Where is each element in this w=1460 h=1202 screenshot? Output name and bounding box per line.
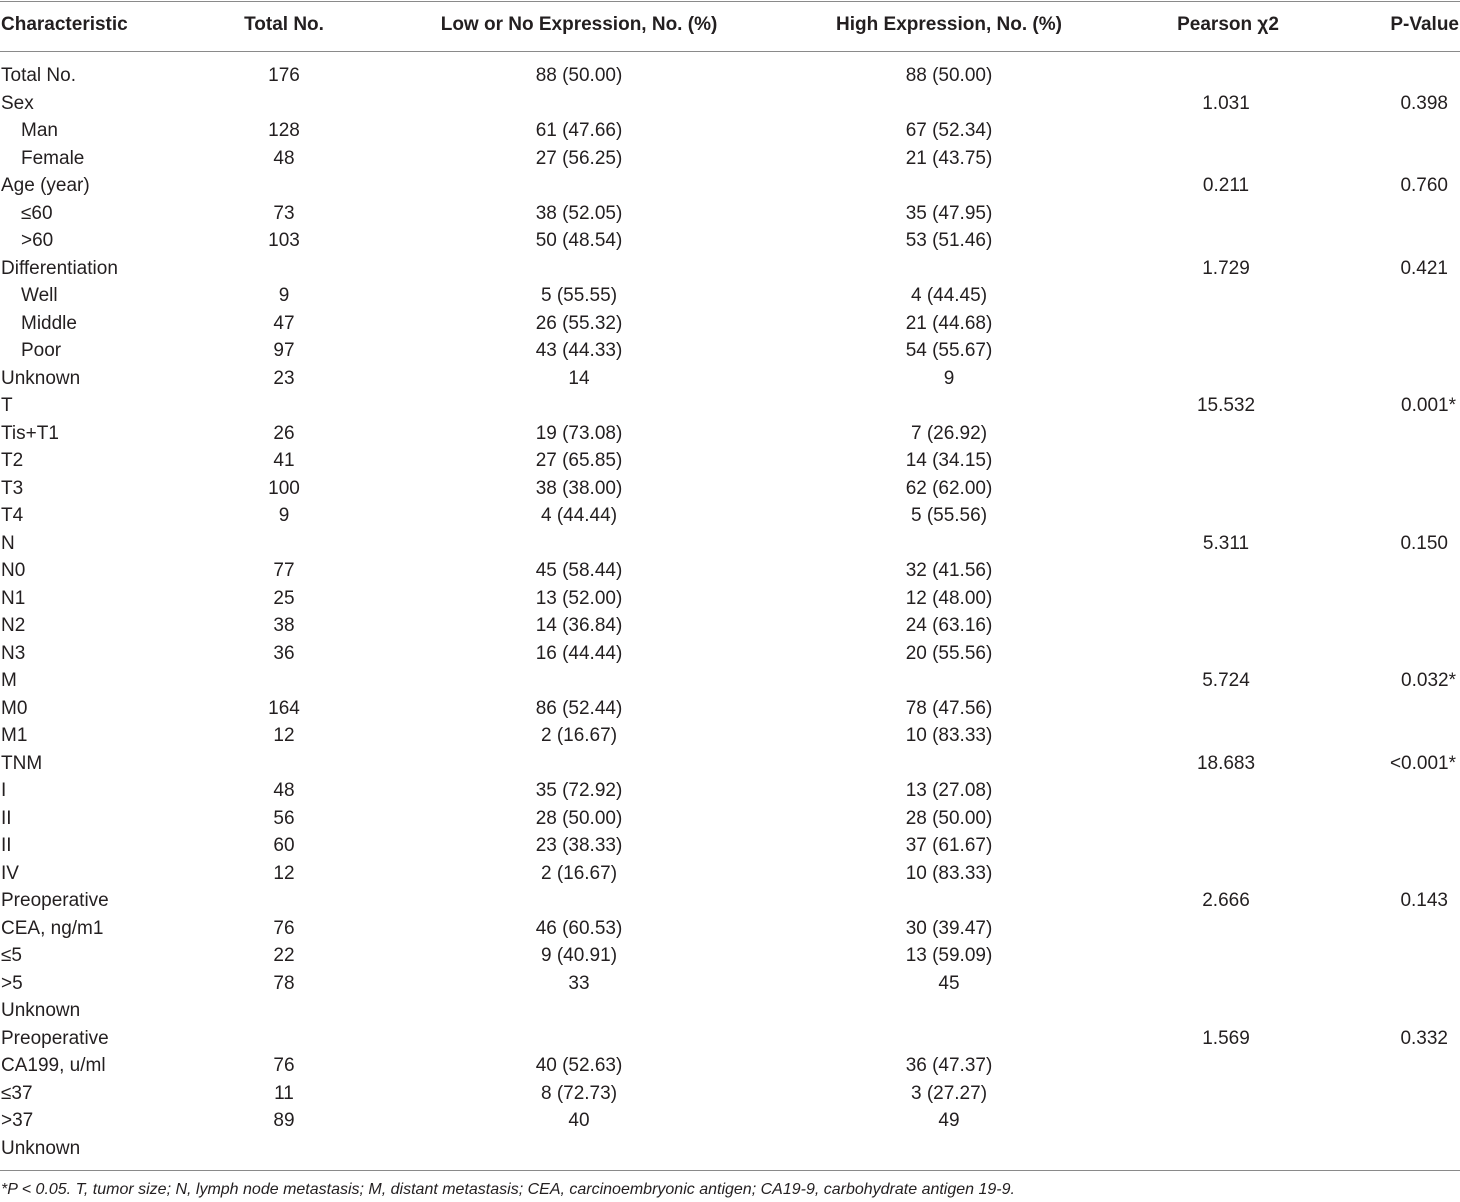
table-row: [0, 1135, 1460, 1163]
table-row: [0, 172, 1460, 200]
cell-characteristic: Tis+T1: [1, 422, 59, 444]
table-row: [0, 970, 1460, 998]
cell-characteristic: Poor: [21, 340, 62, 361]
cell-pearson-chi2: 1.569: [1202, 1027, 1250, 1049]
cell-characteristic: II: [1, 835, 12, 856]
cell-high-expression: 62 (62.00): [905, 477, 993, 499]
cell-total: 100: [268, 477, 300, 499]
cell-characteristic: CA199, u/ml: [1, 1055, 106, 1076]
cell-pearson-chi2: 5.311: [1202, 532, 1250, 554]
cell-total: 56: [273, 807, 295, 829]
table-footnote: *P < 0.05. T, tumor size; N, lymph node metastasis; M, distant metastasis; CEA, carcinoembryonic antigen; CA19-9, carbohydrate antigen 19-9.: [1, 1181, 1015, 1198]
cell-high-expression: 7 (26.92): [910, 422, 988, 444]
cell-characteristic: II: [1, 807, 12, 829]
cell-characteristic: M: [1, 670, 17, 691]
cell-p-value: 0.001*: [1401, 395, 1456, 416]
cell-high-expression: 30 (39.47): [905, 917, 993, 939]
cell-low-expression: 27 (56.25): [535, 147, 623, 169]
cell-high-expression: 21 (43.75): [905, 147, 993, 169]
header-characteristic: Characteristic: [1, 14, 128, 35]
table-row: [0, 585, 1460, 613]
cell-characteristic: T: [1, 395, 13, 416]
cell-total: 36: [273, 642, 295, 664]
cell-low-expression: 14: [568, 367, 590, 389]
cell-high-expression: 9: [943, 367, 955, 389]
table-row: [0, 90, 1460, 118]
header-total: Total No.: [244, 14, 324, 35]
cell-total: 11: [274, 1082, 294, 1104]
cell-total: 164: [268, 697, 300, 719]
table-row: [0, 915, 1460, 943]
cell-high-expression: 21 (44.68): [905, 312, 993, 334]
cell-characteristic: Unknown: [1, 1137, 81, 1159]
table-row: [0, 887, 1460, 915]
table-row: [0, 805, 1460, 833]
cell-low-expression: 40: [568, 1110, 590, 1131]
cell-pearson-chi2: 15.532: [1196, 395, 1256, 416]
table-row: [0, 942, 1460, 970]
cell-total: 76: [273, 1055, 295, 1076]
cell-characteristic: Middle: [21, 312, 77, 334]
cell-characteristic: ≤60: [21, 202, 53, 224]
cell-high-expression: 13 (59.09): [905, 945, 993, 966]
cell-characteristic: T4: [1, 505, 24, 526]
cell-high-expression: 49: [938, 1110, 960, 1131]
cell-low-expression: 2 (16.67): [540, 725, 618, 746]
cell-characteristic: N1: [1, 587, 26, 609]
cell-high-expression: 28 (50.00): [905, 807, 993, 829]
cell-characteristic: >37: [1, 1110, 34, 1131]
header-low-expression: Low or No Expression, No. (%): [440, 14, 718, 35]
cell-total: 22: [273, 945, 295, 966]
cell-low-expression: 38 (38.00): [535, 477, 623, 499]
table-row: [0, 612, 1460, 640]
table-row: [0, 860, 1460, 888]
cell-pearson-chi2: 18.683: [1196, 752, 1256, 774]
table-row: [0, 392, 1460, 420]
cell-characteristic: N2: [1, 615, 26, 636]
cell-high-expression: 36 (47.37): [905, 1055, 993, 1076]
cell-total: 38: [273, 615, 295, 636]
table-row: [0, 1107, 1460, 1135]
cell-p-value: 0.760: [1400, 175, 1448, 196]
cell-total: 89: [273, 1110, 295, 1131]
cell-total: 48: [273, 780, 295, 801]
table-row: [0, 722, 1460, 750]
cell-p-value: 0.032*: [1401, 670, 1456, 691]
table-row: [0, 667, 1460, 695]
cell-p-value: 0.143: [1400, 890, 1448, 911]
cell-characteristic: M0: [1, 697, 28, 719]
cell-total: 128: [268, 120, 300, 141]
table-row: [0, 447, 1460, 475]
cell-characteristic: Unknown: [1, 1000, 81, 1021]
cell-total: 41: [273, 450, 295, 471]
cell-low-expression: 23 (38.33): [535, 835, 623, 856]
cell-total: 26: [273, 422, 295, 444]
table-row: [0, 337, 1460, 365]
cell-characteristic: TNM: [1, 752, 43, 774]
cell-characteristic: >5: [1, 972, 23, 994]
cell-p-value: 0.332: [1400, 1027, 1448, 1049]
cell-total: 176: [268, 65, 300, 86]
table-row: [0, 365, 1460, 393]
cell-characteristic: I: [1, 780, 7, 801]
cell-p-value: 0.398: [1400, 92, 1448, 114]
cell-high-expression: 67 (52.34): [905, 120, 993, 141]
cell-characteristic: Female: [21, 147, 85, 169]
cell-pearson-chi2: 5.724: [1202, 670, 1250, 691]
cell-high-expression: 20 (55.56): [905, 642, 993, 664]
table-row: [0, 997, 1460, 1025]
cell-characteristic: Man: [21, 120, 58, 141]
cell-high-expression: 13 (27.08): [905, 780, 993, 801]
cell-high-expression: 4 (44.45): [910, 285, 988, 306]
cell-low-expression: 28 (50.00): [535, 807, 623, 829]
cell-high-expression: 37 (61.67): [905, 835, 993, 856]
cell-low-expression: 26 (55.32): [535, 312, 623, 334]
cell-high-expression: 3 (27.27): [910, 1082, 988, 1104]
header-high-expression: High Expression, No. (%): [836, 14, 1062, 35]
table-row: [0, 420, 1460, 448]
cell-total: 25: [273, 587, 295, 609]
cell-characteristic: >60: [21, 230, 54, 251]
table-row: [0, 227, 1460, 255]
cell-high-expression: 24 (63.16): [905, 615, 993, 636]
cell-characteristic: T2: [1, 450, 24, 471]
cell-low-expression: 40 (52.63): [535, 1055, 623, 1076]
table-row: [0, 1025, 1460, 1053]
cell-characteristic: IV: [1, 862, 19, 884]
cell-total: 12: [273, 725, 295, 746]
cell-total: 47: [273, 312, 295, 334]
cell-low-expression: 9 (40.91): [540, 945, 618, 966]
cell-high-expression: 35 (47.95): [905, 202, 993, 224]
table-row: [0, 695, 1460, 723]
cell-characteristic: Unknown: [1, 367, 81, 389]
table-row: [0, 62, 1460, 90]
cell-low-expression: 86 (52.44): [535, 697, 623, 719]
cell-characteristic: N0: [1, 560, 26, 581]
cell-high-expression: 78 (47.56): [905, 697, 993, 719]
table-row: [0, 502, 1460, 530]
cell-total: 78: [273, 972, 295, 994]
cell-low-expression: 4 (44.44): [540, 505, 618, 526]
header-pearson-chi2: Pearson χ2: [1177, 14, 1279, 35]
cell-total: 97: [273, 340, 295, 361]
cell-low-expression: 38 (52.05): [535, 202, 623, 224]
cell-low-expression: 50 (48.54): [535, 230, 623, 251]
cell-low-expression: 13 (52.00): [535, 587, 623, 609]
table-row: [0, 750, 1460, 778]
cell-low-expression: 14 (36.84): [535, 615, 623, 636]
table-row: [0, 145, 1460, 173]
header-p-value: P-Value: [1390, 14, 1459, 35]
table-row: [0, 530, 1460, 558]
table-row: [0, 777, 1460, 805]
cell-pearson-chi2: 2.666: [1202, 890, 1250, 911]
cell-total: 76: [273, 917, 295, 939]
cell-low-expression: 45 (58.44): [535, 560, 623, 581]
cell-low-expression: 27 (65.85): [535, 450, 623, 471]
cell-characteristic: N3: [1, 642, 26, 664]
cell-high-expression: 5 (55.56): [910, 505, 988, 526]
cell-pearson-chi2: 1.729: [1202, 257, 1250, 279]
cell-characteristic: ≤37: [1, 1082, 33, 1104]
cell-characteristic: T3: [1, 477, 24, 499]
cell-low-expression: 43 (44.33): [535, 340, 623, 361]
cell-characteristic: Preoperative: [1, 890, 109, 911]
cell-high-expression: 88 (50.00): [905, 65, 993, 86]
cell-low-expression: 2 (16.67): [540, 862, 618, 884]
table-row: [0, 310, 1460, 338]
cell-total: 48: [273, 147, 295, 169]
cell-characteristic: Total No.: [1, 65, 76, 86]
cell-total: 60: [273, 835, 295, 856]
cell-p-value: 0.421: [1400, 257, 1448, 279]
cell-characteristic: CEA, ng/m1: [1, 917, 104, 939]
table-row: [0, 117, 1460, 145]
bottom-rule: [0, 1170, 1460, 1171]
table-row: [0, 1052, 1460, 1080]
table-row: [0, 282, 1460, 310]
cell-low-expression: 19 (73.08): [535, 422, 623, 444]
cell-high-expression: 54 (55.67): [905, 340, 993, 361]
cell-total: 9: [278, 285, 290, 306]
cell-high-expression: 53 (51.46): [905, 230, 993, 251]
cell-characteristic: N: [1, 532, 15, 554]
cell-low-expression: 33: [568, 972, 590, 994]
cell-characteristic: ≤5: [1, 945, 22, 966]
cell-characteristic: M1: [1, 725, 28, 746]
cell-total: 73: [273, 202, 295, 224]
cell-high-expression: 32 (41.56): [905, 560, 993, 581]
cell-low-expression: 8 (72.73): [540, 1082, 618, 1104]
cell-p-value: 0.150: [1400, 532, 1448, 554]
table-header: [0, 0, 1460, 52]
cell-low-expression: 61 (47.66): [535, 120, 623, 141]
cell-pearson-chi2: 1.031: [1202, 92, 1250, 114]
cell-low-expression: 5 (55.55): [540, 285, 618, 306]
cell-characteristic: Well: [21, 285, 58, 306]
table-row: [0, 1080, 1460, 1108]
cell-characteristic: Preoperative: [1, 1027, 109, 1049]
table-row: [0, 200, 1460, 228]
cell-total: 9: [278, 505, 290, 526]
cell-total: 23: [273, 367, 295, 389]
table-row: [0, 640, 1460, 668]
cell-total: 77: [273, 560, 295, 581]
cell-characteristic: Sex: [1, 92, 34, 114]
cell-p-value: <0.001*: [1389, 752, 1456, 774]
cell-low-expression: 46 (60.53): [535, 917, 623, 939]
table-row: [0, 557, 1460, 585]
cell-low-expression: 88 (50.00): [535, 65, 623, 86]
cell-high-expression: 10 (83.33): [905, 725, 993, 746]
cell-high-expression: 14 (34.15): [905, 450, 993, 471]
cell-high-expression: 12 (48.00): [905, 587, 993, 609]
cell-high-expression: 45: [938, 972, 960, 994]
cell-characteristic: Differentiation: [1, 257, 118, 279]
table-body: [0, 62, 1460, 1162]
cell-pearson-chi2: 0.211: [1202, 175, 1250, 196]
table-row: [0, 475, 1460, 503]
cell-low-expression: 35 (72.92): [535, 780, 623, 801]
table-row: [0, 832, 1460, 860]
table-row: [0, 255, 1460, 283]
cell-total: 103: [268, 230, 300, 251]
cell-low-expression: 16 (44.44): [535, 642, 623, 664]
cell-total: 12: [273, 862, 295, 884]
cell-high-expression: 10 (83.33): [905, 862, 993, 884]
header-rule: [0, 51, 1460, 52]
cell-characteristic: Age (year): [1, 175, 90, 196]
